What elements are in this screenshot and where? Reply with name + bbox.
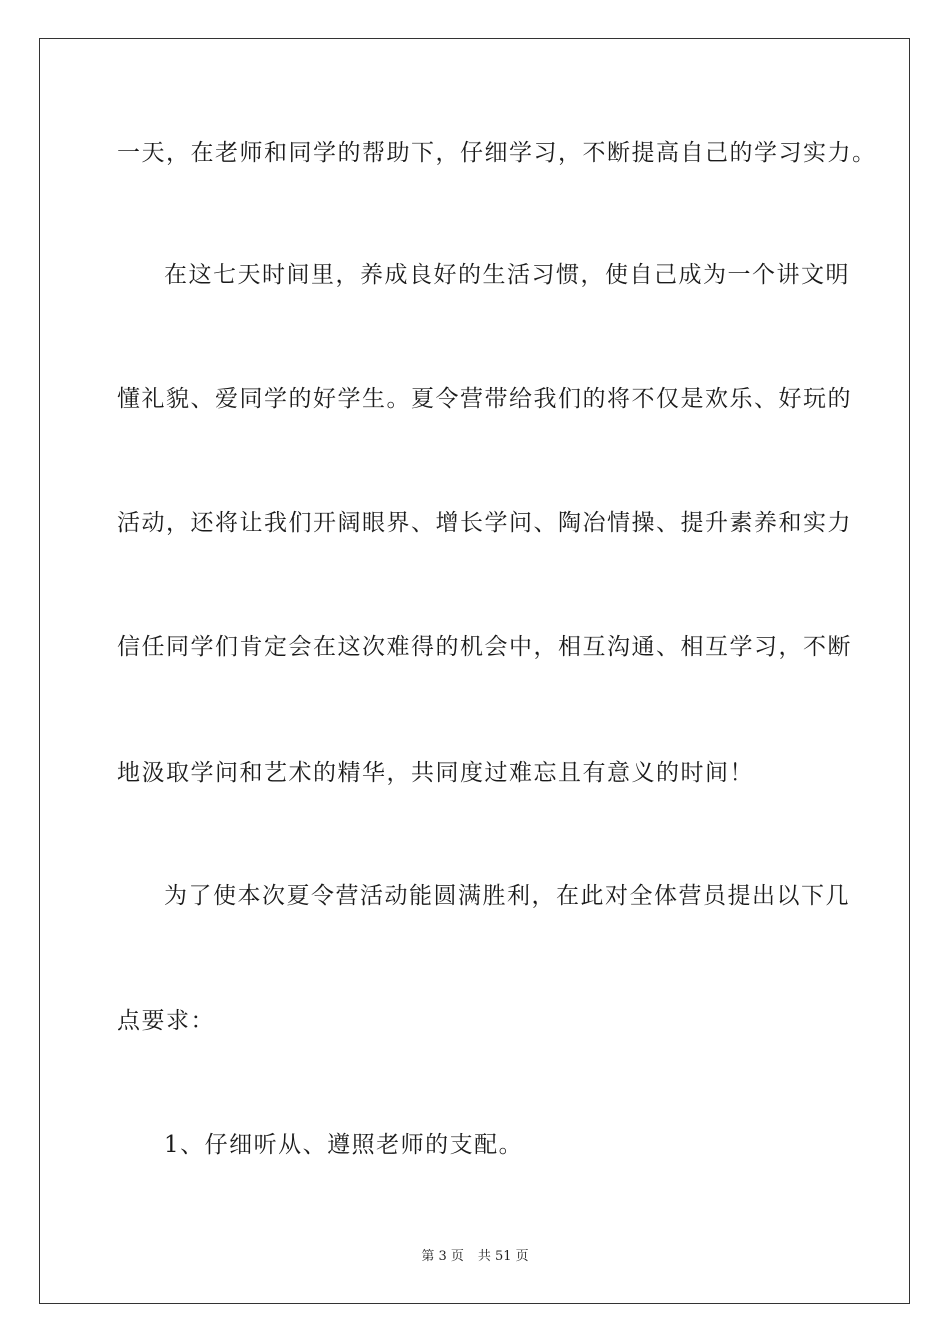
paragraph-line-1: 一天，在老师和同学的帮助下，仔细学习，不断提高自己的学习实力。 — [117, 140, 877, 166]
paragraph-line-5: 信任同学们肯定会在这次难得的机会中，相互沟通、相互学习，不断 — [117, 634, 852, 660]
paragraph-line-6: 地汲取学问和艺术的精华，共同度过难忘且有意义的时间！ — [117, 760, 754, 786]
paragraph-line-2: 在这七天时间里，养成良好的生活习惯，使自己成为一个讲文明 — [164, 262, 850, 288]
page-footer — [0, 1248, 950, 1266]
paragraph-line-7: 为了使本次夏令营活动能圆满胜利，在此对全体营员提出以下几 — [164, 883, 850, 909]
total-pages: 共 51 页 — [477, 1249, 529, 1264]
paragraph-line-3: 懂礼貌、爱同学的好学生。夏令营带给我们的将不仅是欢乐、好玩的 — [117, 386, 852, 412]
list-item-1: 1、仔细听从、遵照老师的支配。 — [164, 1132, 524, 1158]
paragraph-line-8: 点要求： — [117, 1008, 215, 1034]
page-border — [39, 38, 910, 1304]
page-number: 第 3 页 — [421, 1249, 464, 1264]
paragraph-line-4: 活动，还将让我们开阔眼界、增长学问、陶冶情操、提升素养和实力 — [117, 510, 852, 536]
